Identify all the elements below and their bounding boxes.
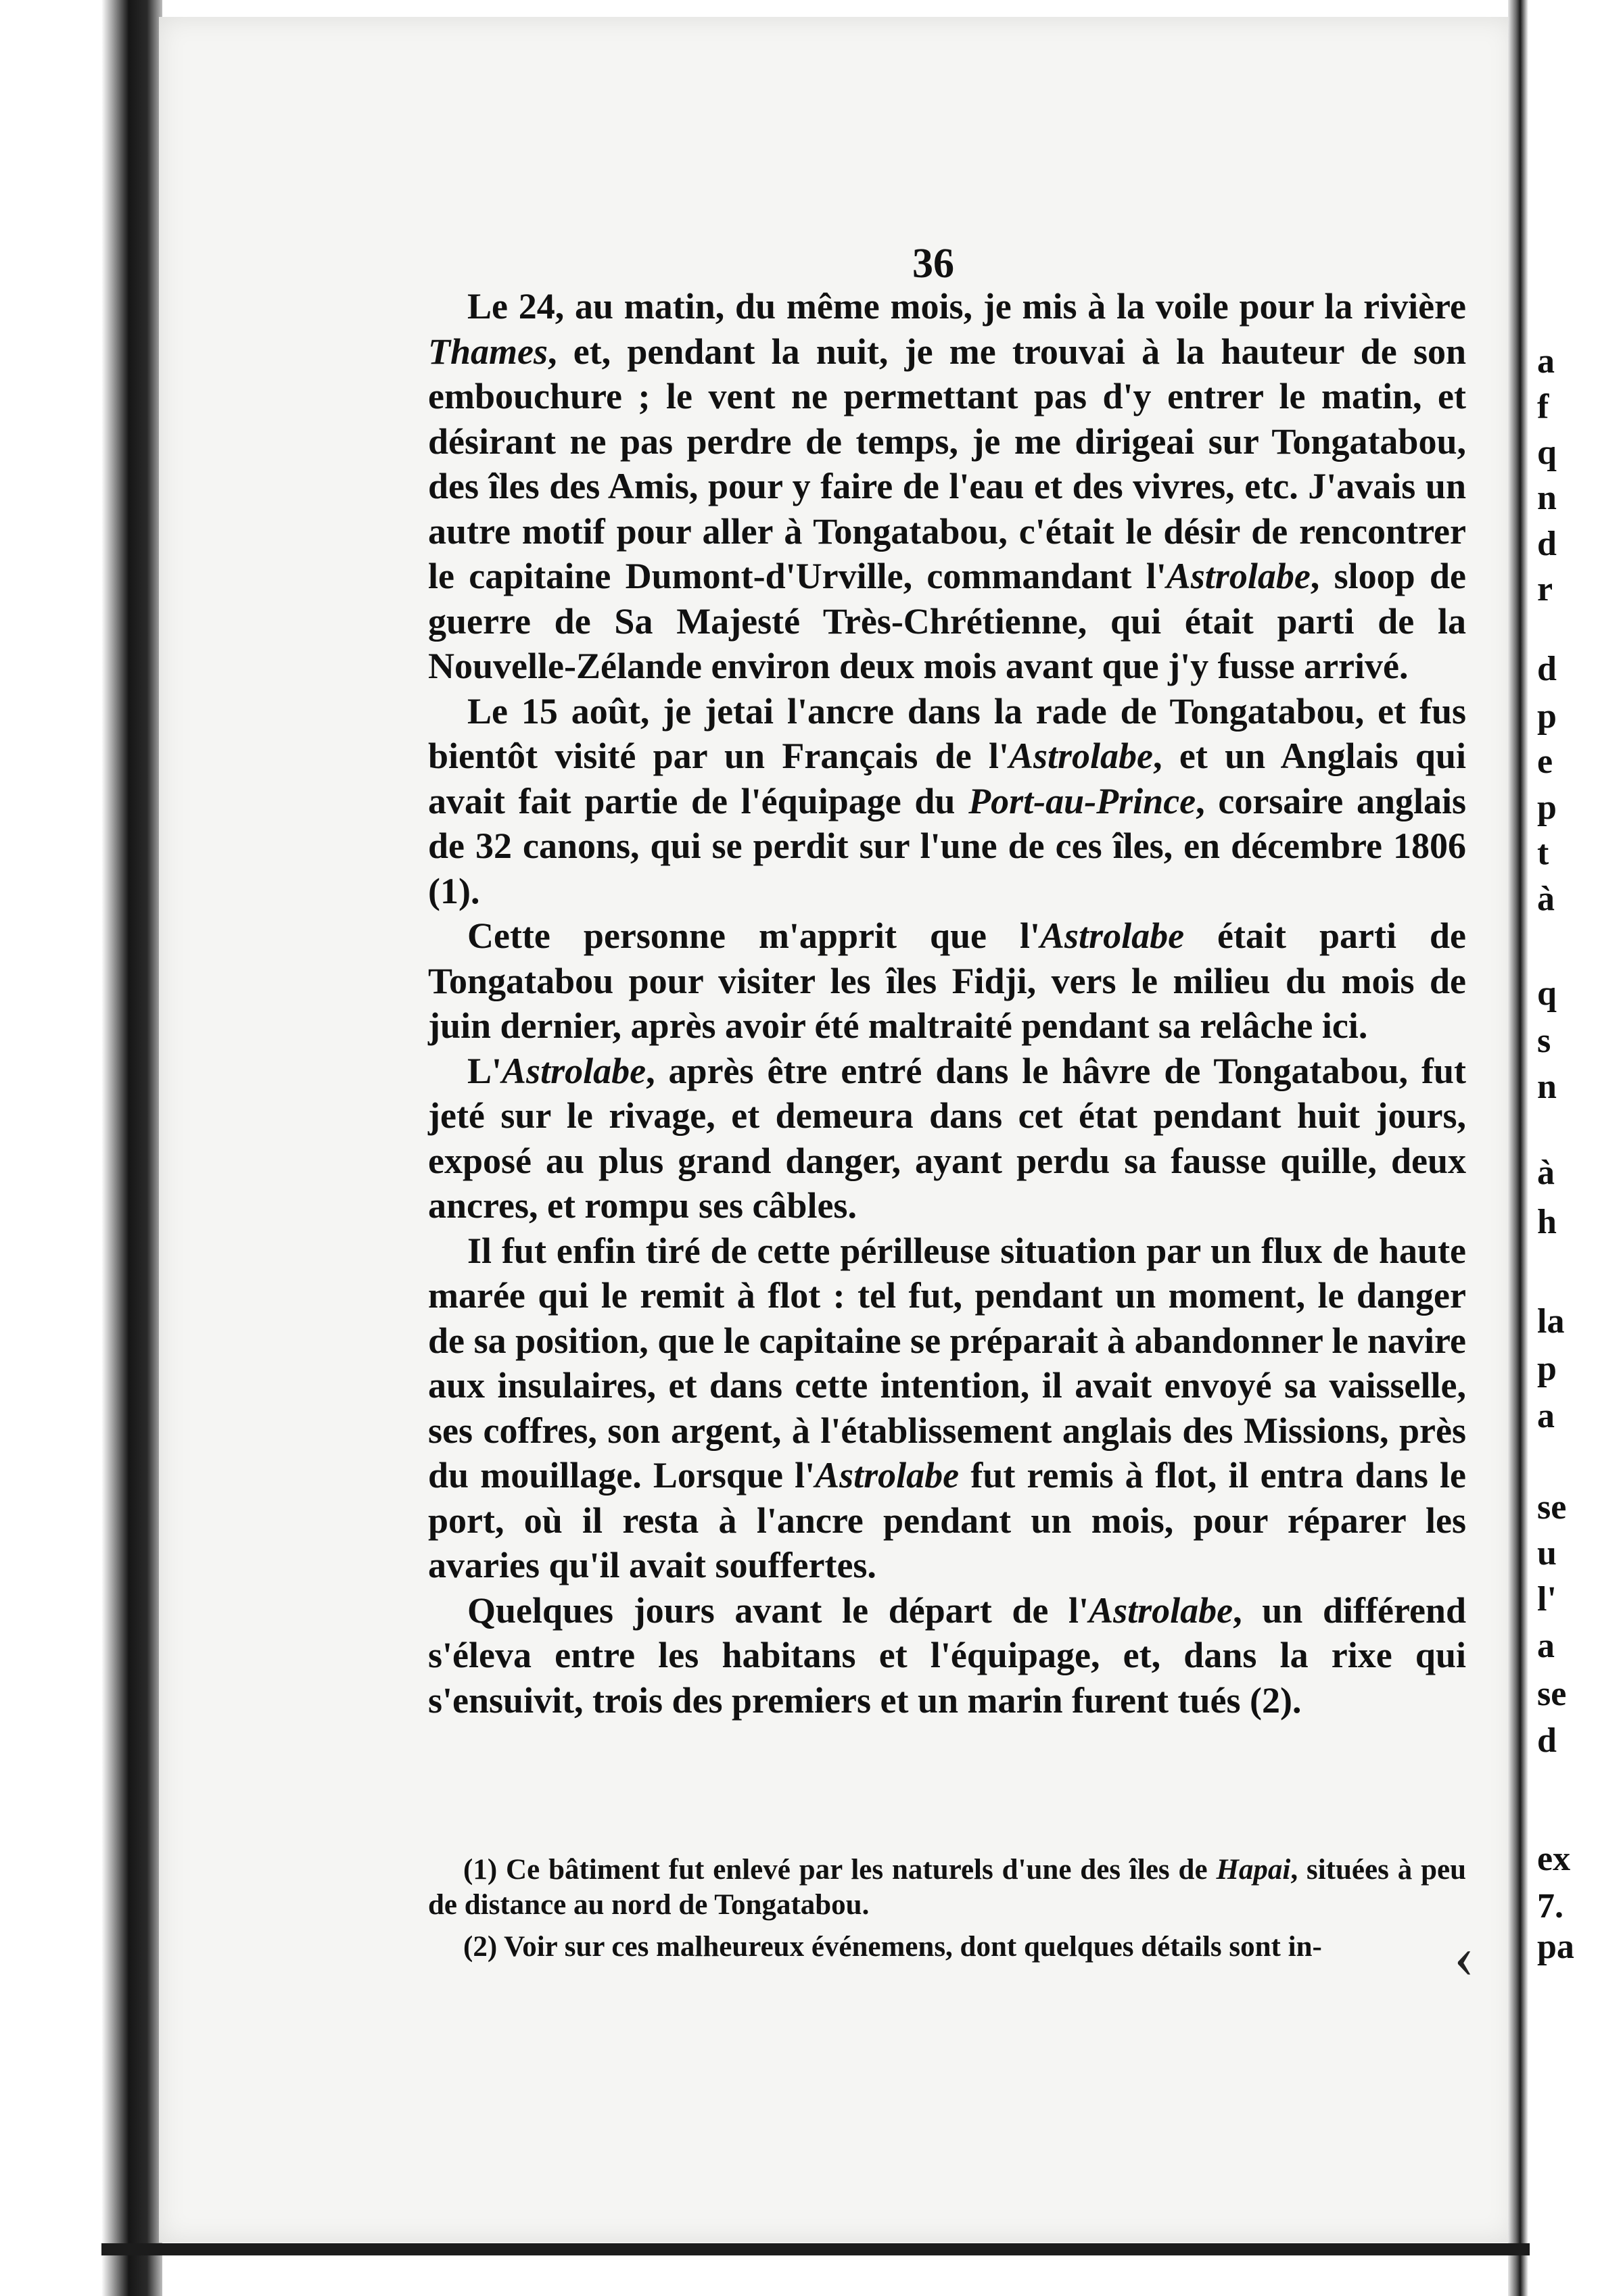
facing-page-fragment: p: [1537, 1349, 1557, 1388]
facing-page-fragment: a: [1537, 1397, 1555, 1435]
italic-term: Thames: [428, 331, 548, 372]
text-run: (1) Ce bâtiment fut enlevé par les naturels d'une des îles de: [463, 1854, 1217, 1886]
italic-term: Astrolabe: [815, 1455, 960, 1496]
facing-page-fragment: à: [1537, 880, 1555, 918]
text-run: Quelques jours avant le départ de l': [467, 1589, 1089, 1631]
text-run: Le 15 août, je jetai l'ancre dans la rade de Tongatabou, et fus bientôt visité par un Français de l': [428, 690, 1466, 776]
facing-page-fragment: se: [1537, 1675, 1567, 1713]
footnote: [428, 1930, 1466, 1965]
facing-page-fragment: f: [1537, 387, 1549, 426]
text-run: Il fut enfin tiré de cette périlleuse situation par un flux de haute marée qui le remit à flot : tel fut, pendant un moment, le danger de sa position, que le capitaine se préparait à abandonner le navire aux insulaires, et dans cette intention, il avait envoyé sa vaisselle, ses coffres, son argent, à l'établissement anglais des Missions, près du mouillage. Lorsque l': [428, 1230, 1466, 1496]
text-run: était parti de Tongatabou pour visiter les îles Fidji, vers le milieu du mois de juin dernier, après avoir été maltraité pendant sa relâche ici.: [428, 915, 1467, 1046]
facing-page-fragment: p: [1537, 788, 1557, 827]
facing-page-fragment: q: [1537, 974, 1557, 1013]
text-run: , après être entré dans le hâvre de Tongatabou, fut jeté sur le rivage, et demeura dans cet état pendant huit jours, exposé au plus grand danger, ayant perdu sa fausse quille, deux ancres, et rompu ses câbles.: [428, 1050, 1466, 1226]
facing-page-fragment: u: [1537, 1534, 1557, 1573]
text-run: , et un Anglais qui avait fait partie de l'équipage du: [428, 736, 1466, 821]
scan-bottom-border: [101, 2243, 1530, 2255]
body-text: [428, 284, 1466, 1723]
facing-page-fragment: a: [1537, 342, 1555, 381]
facing-page-fragment: d: [1537, 650, 1557, 688]
italic-term: Hapai: [1216, 1854, 1291, 1886]
facing-page-fragment: h: [1537, 1203, 1557, 1241]
text-run: Cette personne m'apprit que l': [467, 915, 1041, 956]
italic-term: Astrolabe: [1009, 736, 1154, 776]
binding-thread-mark: ‹: [1454, 1923, 1474, 1990]
facing-page-fragment: d: [1537, 525, 1557, 563]
paragraph: [428, 1228, 1466, 1588]
facing-page-fragment: s: [1537, 1022, 1551, 1060]
facing-page-fragment: q: [1537, 433, 1557, 472]
facing-page-edge: [1532, 0, 1623, 2296]
footnote: [428, 1852, 1466, 1923]
text-run: Le 24, au matin, du même mois, je mis à la voile pour la rivière: [467, 286, 1466, 327]
facing-page-fragment: 7.: [1537, 1887, 1563, 1926]
scan-left-border: [101, 0, 162, 2296]
facing-page-fragment: a: [1537, 1627, 1555, 1665]
paragraph: [428, 689, 1466, 914]
italic-term: Astrolabe: [1166, 556, 1311, 596]
text-run: , sloop de guerre de Sa Majesté Très-Chrétienne, qui était parti de la Nouvelle-Zélande environ deux mois avant que j'y fusse arrivé.: [428, 556, 1466, 686]
italic-term: Astrolabe: [1040, 915, 1185, 956]
footnotes: [428, 1852, 1466, 1971]
facing-page-fragment: l': [1537, 1580, 1557, 1619]
text-run: , et, pendant la nuit, je me trouvai à la hauteur de son embouchure ; le vent ne permettant pas d'y entrer le matin, et désirant ne pas perdre de temps, je me dirigeai sur Tongatabou, des îles des Amis, pour y faire de l'eau et des vivres, etc. J'avais un autre motif pour aller à Tongatabou, c'était le désir de rencontrer le capitaine Dumont-d'Urville, commandant l': [428, 331, 1466, 596]
text-run: , un différend s'éleva entre les habitans et l'équipage, et, dans la rixe qui s'ensuivit, trois des premiers et un marin furent tués (2).: [428, 1589, 1466, 1721]
facing-page-fragment: ex: [1537, 1840, 1571, 1878]
facing-page-fragment: se: [1537, 1488, 1567, 1527]
facing-page-fragment: pa: [1537, 1928, 1574, 1966]
italic-term: Astrolabe: [502, 1050, 646, 1091]
paragraph: [428, 1588, 1466, 1723]
paragraph: [428, 1049, 1466, 1228]
facing-page-fragment: n: [1537, 479, 1557, 517]
text-run: , corsaire anglais de 32 canons, qui se perdit sur l'une de ces îles, en décembre 1806 (1).: [428, 780, 1467, 911]
italic-term: Port-au-Prince: [968, 780, 1196, 821]
facing-page-fragment: n: [1537, 1068, 1557, 1106]
facing-page-fragment: à: [1537, 1153, 1555, 1192]
facing-page-fragment: r: [1537, 570, 1553, 608]
italic-term: Astrolabe: [1089, 1589, 1233, 1631]
text-run: , situées à peu de distance au nord de Tongatabou.: [428, 1854, 1467, 1921]
facing-page-fragment: t: [1537, 834, 1549, 872]
text-run: (2) Voir sur ces malheureux événemens, dont quelques détails sont in-: [463, 1931, 1322, 1963]
text-run: fut remis à flot, il entra dans le port, où il resta à l'ancre pendant un mois, pour réparer les avaries qu'il avait souffertes.: [428, 1455, 1466, 1585]
facing-page-fragment: p: [1537, 697, 1557, 736]
facing-page-fragment: e: [1537, 742, 1553, 781]
paragraph: [428, 913, 1466, 1049]
facing-page-fragment: la: [1537, 1302, 1565, 1341]
text-run: L': [467, 1050, 502, 1091]
paragraph: [428, 284, 1466, 689]
facing-page-fragment: d: [1537, 1721, 1557, 1760]
page-number: 36: [912, 241, 954, 287]
